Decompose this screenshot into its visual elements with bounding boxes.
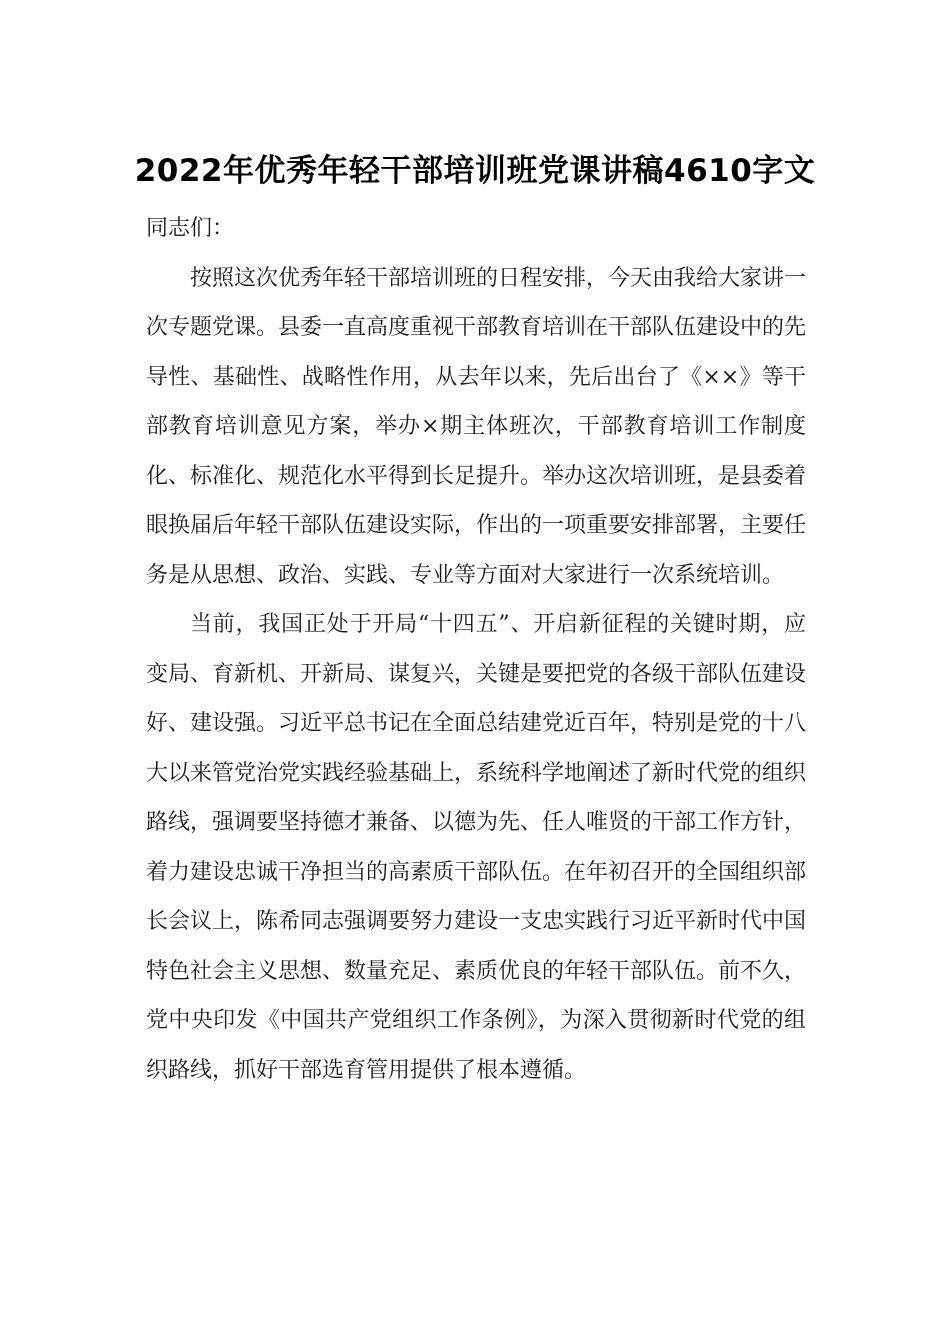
- document-title: 2022年优秀年轻干部培训班党课讲稿4610字文: [134, 152, 816, 189]
- salutation: 同志们：: [146, 216, 235, 241]
- paragraph-1: 按照这次优秀年轻干部培训班的日程安排，今天由我给大家讲一次专题党课。县委一直高度重视干部教育培训在干部队伍建设中的先导性、基础性、战略性作用，从去年以来，先后出台了《××》等干部教育培训意见方案，举办×期主体班次，干部教育培训工作制度化、标准化、规范化水平得到长足提升。举办这次培训班，是县委着眼换届后年轻干部队伍建设实际，作出的一项重要安排部署，主要任务是从思想、政治、实践、专业等方面对大家进行一次系统培训。: [146, 265, 807, 588]
- document-body: [146, 204, 806, 1095]
- paragraph-2: 当前，我国正处于开局“十四五”、开启新征程的关键时期，应变局、育新机、开新局、谋复兴，关键是要把党的各级干部队伍建设好、建设强。习近平总书记在全面总结建党近百年，特别是党的十八大以来管党治党实践经验基础上，系统科学地阐述了新时代党的组织路线，强调要坚持德才兼备、以德为先、任人唯贤的干部工作方针，着力建设忠诚干净担当的高素质干部队伍。在年初召开的全国组织部长会议上，陈希同志强调要努力建设一支忠实践行习近平新时代中国特色社会主义思想、数量充足、素质优良的年轻干部队伍。前不久，党中央印发《中国共产党组织工作条例》，为深入贯彻新时代党的组织路线，抓好干部选育管用提供了根本遵循。: [146, 612, 807, 1083]
